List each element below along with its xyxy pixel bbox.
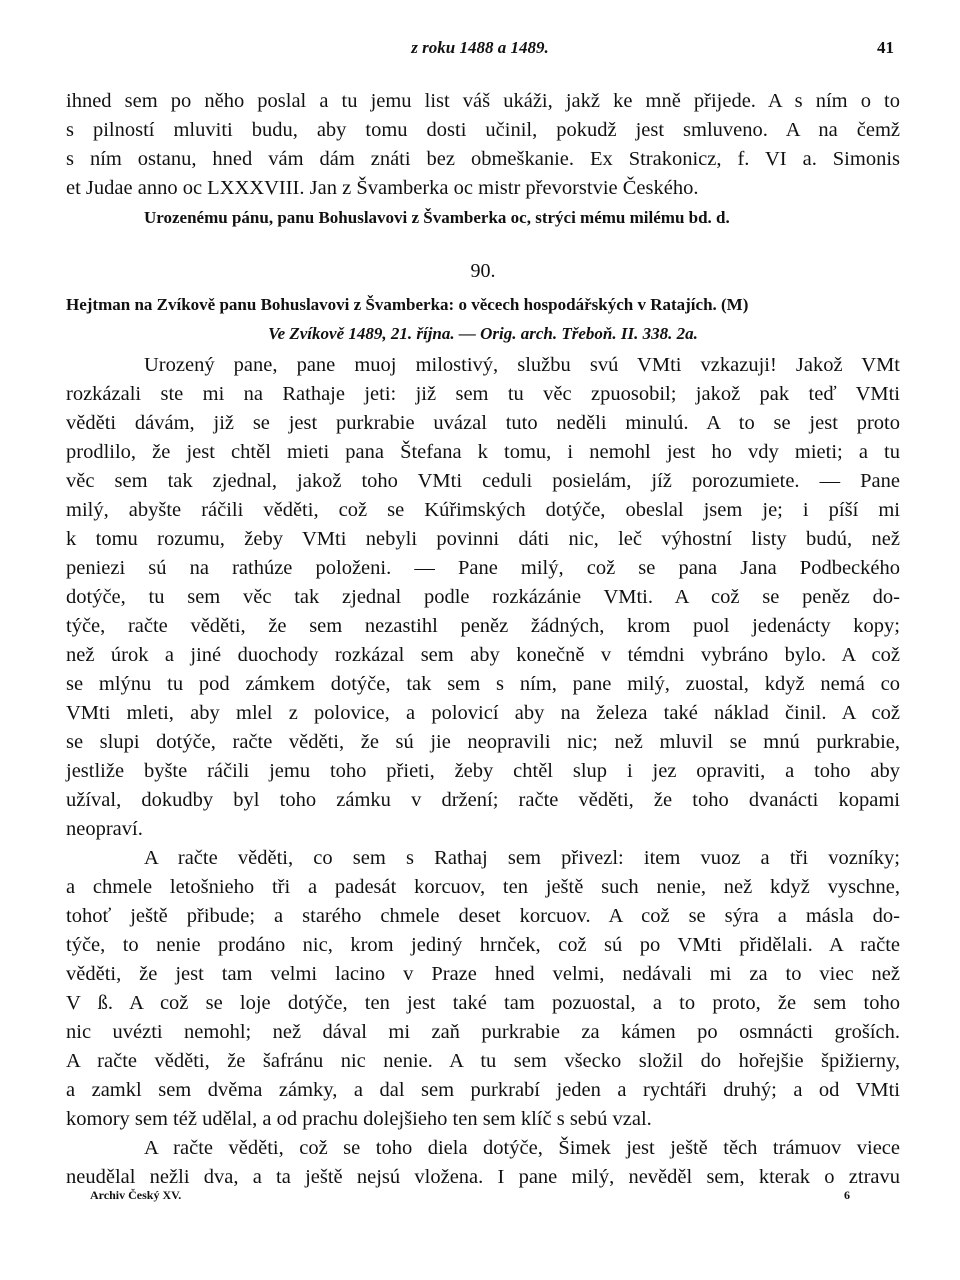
running-head bbox=[66, 38, 894, 66]
regest-heading: Hejtman na Zvíkově panu Bohuslavovi z Švamberka: o věcech hospodářských v Ratajích. (M) bbox=[66, 295, 749, 314]
text-line: komory sem též udělal, a od prachu dolejšieho ten sem klíč s sebú vzal. bbox=[66, 1108, 652, 1130]
text-line: A račte věděti, což se toho diela dotýče, Šimek jest ještě těch trámuov viece bbox=[144, 1137, 900, 1159]
text-line: A račte věděti, co sem s Rathaj sem přivezl: item vuoz a tři vozníky; bbox=[144, 847, 900, 869]
text-line: neudělal nežli dva, a ta ještě nejsú vložena. I pane milý, nevěděl sem, kterak o ztravu bbox=[66, 1166, 900, 1188]
sheet-number: 6 bbox=[844, 1188, 850, 1202]
text-line: věděti, že jest tam velmi lacino v Praze hned velmi, nedávali mi za to viec než bbox=[66, 963, 900, 985]
text-line: neopraví. bbox=[66, 818, 143, 840]
text-line: dotýče, tu sem věc tak zjednal podle rozkázánie VMti. A což se peněz do- bbox=[66, 586, 900, 608]
letter-address: Urozenému pánu, panu Bohuslavovi z Švamberka oc, strýci mému milému bd. d. bbox=[144, 208, 730, 227]
text-line: nic uvézti nemohl; než dával mi zaň purkrabie za kámen po osmnácti groších. bbox=[66, 1021, 900, 1043]
text-line: A račte věděti, že šafránu nic nenie. A tu sem všecko složil do hořejšie špižierny, bbox=[66, 1050, 900, 1072]
text-line: VMti mleti, aby mlel z polovice, a polovicí aby na železa také náklad činil. A což bbox=[66, 702, 900, 724]
text-line: milý, abyšte ráčili věděti, což se Kúřimských dotýče, obeslal jsem je; i píší mi bbox=[66, 499, 900, 521]
text-line: než úrok a jiné duochody rozkázal sem aby konečně v témdni vybráno bylo. A což bbox=[66, 644, 900, 666]
running-title: z roku 1488 a 1489. bbox=[411, 38, 549, 57]
text-line: a chmele letošnieho tři a padesát korcuov, ten ještě such nenie, než když vyschne, bbox=[66, 876, 900, 898]
document-number: 90. bbox=[470, 260, 496, 282]
page-number: 41 bbox=[877, 38, 894, 57]
text-line: V ß. A což se loje dotýče, ten jest také tam pozuostal, a to proto, že sem toho bbox=[66, 992, 900, 1014]
text-line: týče, račte věděti, že sem nezastihl peněz žádných, krom puol jedenácty kopy; bbox=[66, 615, 900, 637]
text-line: užíval, dokudby byl toho zámku v držení; račte věděti, že toho dvanácti kopami bbox=[66, 789, 900, 811]
text-line: k tomu rozumu, žeby VMti nebyli povinni dáti nic, leč výhostní listy budú, než bbox=[66, 528, 900, 550]
page-footer bbox=[90, 1188, 900, 1212]
text-line: týče, to nenie prodáno nic, krom jediný hrnček, což sú po VMti přidělali. A račte bbox=[66, 934, 900, 956]
text-line: s pilností mluviti budu, aby tomu dosti učinil, pokudž jest smluveno. A na čemž bbox=[66, 119, 900, 141]
source-line: Ve Zvíkově 1489, 21. října. — Orig. arch. Třeboň. II. 338. 2a. bbox=[268, 324, 698, 343]
text-line: peniezi sú na rathúze položeni. — Pane milý, což se pana Jana Podbeckého bbox=[66, 557, 900, 579]
text-line: věc sem tak zjednal, jakož toho VMti ceduli posielám, jíž porozumiete. — Pane bbox=[66, 470, 900, 492]
text-line: Urozený pane, pane muoj milostivý, službu svú VMti vzkazuji! Jakož VMt bbox=[144, 354, 900, 376]
text-line: s ním ostanu, hned vám dám znáti bez obmeškanie. Ex Strakonicz, f. VI a. Simonis bbox=[66, 148, 900, 170]
text-line: et Judae anno oc LXXXVIII. Jan z Švamberka oc mistr převorstvie Českého. bbox=[66, 177, 699, 199]
text-line: a zamkl sem dvěma zámky, a dal sem purkrabí jeden a rychtáři druhý; a od VMti bbox=[66, 1079, 900, 1101]
text-line: jestliže byšte ráčili jemu toho přieti, žeby chtěl slup i jez opraviti, a toho aby bbox=[66, 760, 900, 782]
text-line: se slupi dotýče, račte věděti, že sú jie neopravili nic; než mluvil se mnú purkrabie, bbox=[66, 731, 900, 753]
signature-mark: Archiv Český XV. bbox=[90, 1188, 182, 1202]
text-line: se mlýnu tu pod zámkem dotýče, tak sem s ním, pane milý, zuostal, když nemá co bbox=[66, 673, 900, 695]
text-line: ihned sem po něho poslal a tu jemu list váš ukáži, jakž ke mně přijede. A s ním o to bbox=[66, 90, 900, 112]
text-line: tohoť ještě přibude; a starého chmele deset korcuov. A což se sýra a másla do- bbox=[66, 905, 900, 927]
text-line: prodlilo, že jest chtěl mieti pana Štefana k tomu, i nemohl jest ho vdy mieti; a tu bbox=[66, 441, 900, 463]
text-line: rozkázali ste mi na Rathaje jeti: již sem tu věc zpuosobil; jakož pak teď VMti bbox=[66, 383, 900, 405]
text-line: věděti dávám, již se jest purkrabie uvázal tuto neděli minulú. A to se jest proto bbox=[66, 412, 900, 434]
